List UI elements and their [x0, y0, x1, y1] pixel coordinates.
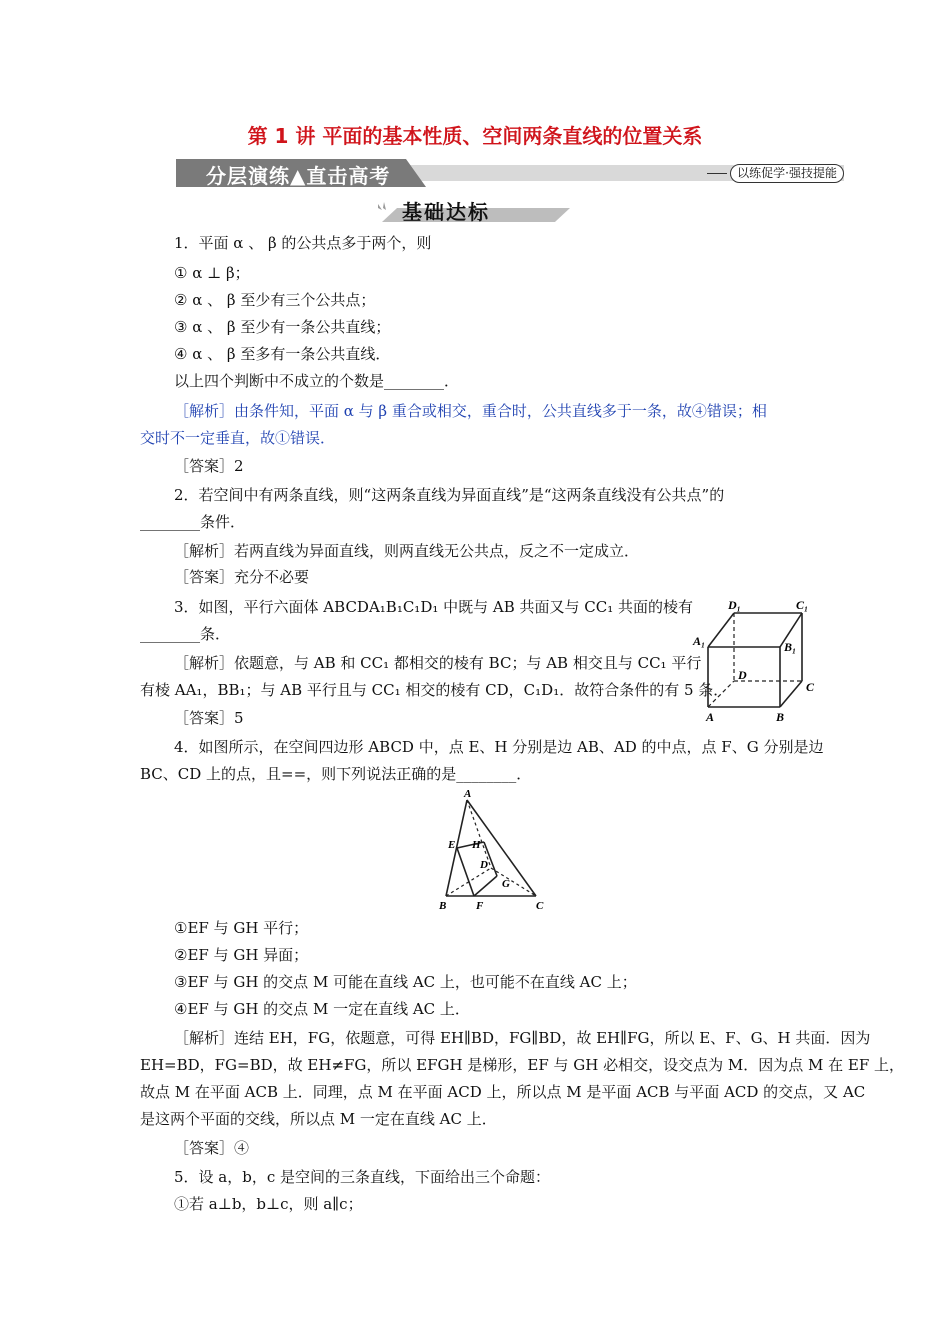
- q1-answer: ［答案］2: [174, 457, 244, 475]
- q4-opt3: ③EF 与 GH 的交点 M 可能在直线 AC 上，也可能不在直线 AC 上；: [174, 973, 637, 991]
- q2-answer: ［答案］充分不必要: [174, 568, 310, 586]
- banner-right-label: 以练促学·强技提能: [730, 164, 844, 183]
- cube-label-c1: C₁: [796, 598, 809, 612]
- section-heading: [374, 196, 570, 226]
- cube-label-b1: B₁: [784, 640, 797, 654]
- q1-analysis-cont: 交时不一定垂直，故①错误．: [140, 429, 336, 447]
- cube-figure: [692, 595, 824, 727]
- cube-label-d: D: [738, 668, 747, 682]
- q3-stem-cont: ________条．: [140, 625, 231, 643]
- q1-opt4: ④ α 、 β 至多有一条公共直线．: [174, 345, 391, 363]
- tetra-label-a: A: [464, 788, 472, 800]
- q2-stem-cont: ________条件．: [140, 513, 246, 531]
- banner-left-label: 分层演练▲直击高考: [206, 164, 391, 188]
- cube-label-c: C: [806, 680, 815, 694]
- q1-stem: 1．平面 α 、 β 的公共点多于两个，则: [174, 234, 432, 252]
- q2-stem: 2．若空间中有两条直线，则“这两条直线为异面直线”是“这两条直线没有公共点”的: [174, 486, 725, 504]
- q5-stem: 5．设 a，b，c 是空间的三条直线，下面给出三个命题：: [174, 1168, 551, 1186]
- q4-opt2: ②EF 与 GH 异面；: [174, 946, 309, 964]
- q4-answer: ［答案］④: [174, 1139, 250, 1157]
- tetra-label-b: B: [439, 900, 447, 912]
- q4-stem: 4．如图所示，在空间四边形 ABCD 中，点 E、H 分别是边 AB、AD 的中点，点 F、G 分别是边: [174, 738, 824, 756]
- banner-line: [707, 173, 727, 174]
- tetrahedron-figure: [436, 786, 552, 912]
- q5-opt1: ①若 a⊥b，b⊥c，则 a∥c；: [174, 1195, 363, 1213]
- q1-ask: 以上四个判断中不成立的个数是________．: [174, 372, 460, 390]
- q1-analysis: ［解析］由条件知，平面 α 与 β 重合或相交，重合时，公共直线多于一条，故④错误；相: [174, 402, 767, 420]
- tetra-label-d: D: [480, 859, 488, 871]
- q1-opt2: ② α 、 β 至少有三个公共点；: [174, 291, 376, 309]
- cube-label-b: B: [776, 710, 785, 724]
- q4-analysis-l2: EH=BD，FG=BD，故 EH≠FG，所以 EFGH 是梯形，EF 与 GH 必相交，设交点为 M．因为点 M 在 EF 上，: [140, 1056, 905, 1074]
- section-banner: [176, 159, 844, 187]
- tetra-label-f: F: [476, 900, 484, 912]
- q4-stem-cont: BC、CD 上的点，且==，则下列说法正确的是________．: [140, 765, 532, 783]
- q3-answer: ［答案］5: [174, 709, 244, 727]
- q4-analysis-l3: 故点 M 在平面 ACB 上．同理，点 M 在平面 ACD 上，所以点 M 是平面 ACB 与平面 ACD 的交点，又 AC: [140, 1083, 866, 1101]
- q1-opt3: ③ α 、 β 至少有一条公共直线；: [174, 318, 391, 336]
- q3-stem: 3．如图，平行六面体 ABCDA₁B₁C₁D₁ 中既与 AB 共面又与 CC₁ 共面的棱有: [174, 598, 694, 616]
- tetra-label-e: E: [448, 839, 456, 851]
- q3-analysis-cont: 有棱 AA₁，BB₁；与 AB 平行且与 CC₁ 相交的棱有 CD，C₁D₁．故符合条件的有 5 条．: [140, 681, 729, 699]
- cube-label-a1: A₁: [693, 634, 706, 648]
- q4-analysis: ［解析］连结 EH，FG，依题意，可得 EH∥BD，FG∥BD，故 EH∥FG，所以 E、F、G、H 共面．因为: [174, 1029, 871, 1047]
- tetra-label-g: G: [502, 878, 510, 890]
- cube-label-a: A: [706, 710, 715, 724]
- tetra-label-c: C: [536, 900, 544, 912]
- q2-analysis: ［解析］若两直线为异面直线，则两直线无公共点，反之不一定成立．: [174, 542, 640, 560]
- tetra-label-h: H: [472, 839, 481, 851]
- q3-analysis: ［解析］依题意，与 AB 和 CC₁ 都相交的棱有 BC；与 AB 相交且与 CC₁ 平行: [174, 654, 702, 672]
- cube-label-d1: D₁: [728, 598, 741, 612]
- q4-analysis-l4: 是这两个平面的交线，所以点 M 一定在直线 AC 上．: [140, 1110, 497, 1128]
- q4-opt1: ①EF 与 GH 平行；: [174, 919, 309, 937]
- q4-opt4: ④EF 与 GH 的交点 M 一定在直线 AC 上．: [174, 1000, 470, 1018]
- banner-right: [707, 163, 844, 183]
- page-title: 第 1 讲 平面的基本性质、空间两条直线的位置关系: [247, 124, 703, 148]
- section-label: 基础达标: [402, 200, 490, 224]
- q1-opt1: ① α ⊥ β；: [174, 264, 250, 282]
